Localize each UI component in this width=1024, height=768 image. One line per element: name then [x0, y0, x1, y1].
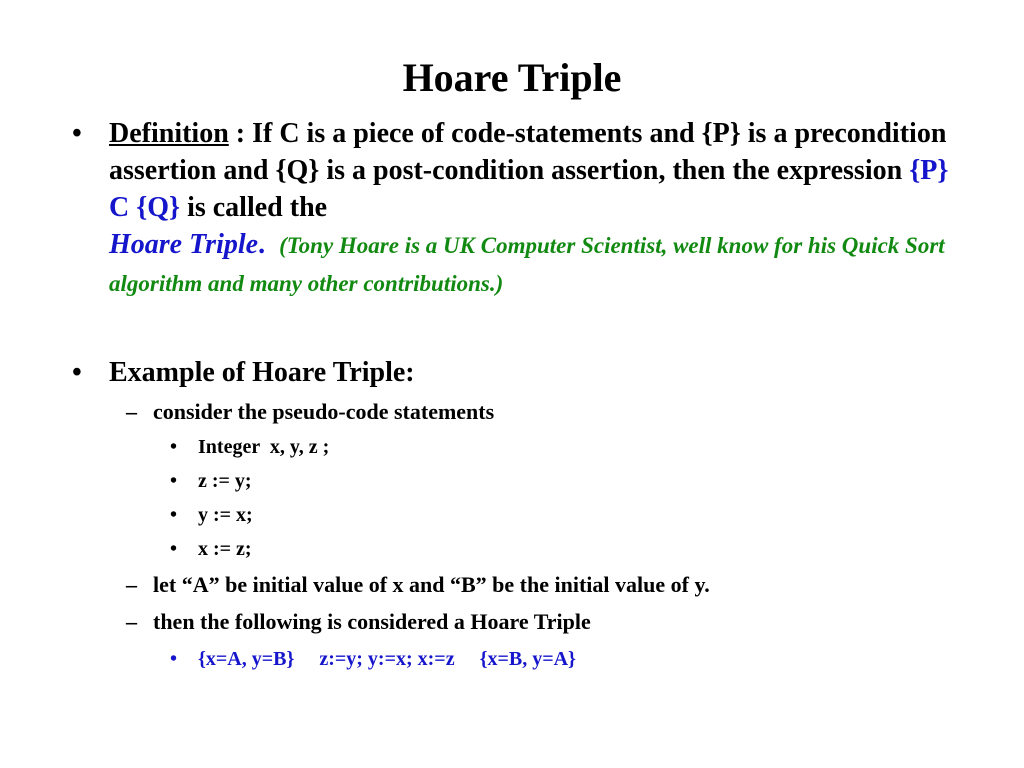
dash-marker: – — [126, 399, 137, 424]
hoare-expression: {P} C {Q} — [109, 155, 949, 223]
example-bullet — [72, 354, 972, 391]
code-line-text: z := y; — [198, 470, 252, 492]
bullet-marker: • — [72, 357, 82, 388]
definition-bullet — [72, 115, 972, 302]
small-bullet-marker: • — [170, 538, 178, 560]
then-text: then the following is considered a Hoare Triple — [153, 609, 591, 634]
dash-marker: – — [126, 609, 137, 634]
triple-example — [170, 645, 970, 673]
small-bullet-marker: • — [170, 504, 178, 526]
definition-text — [109, 115, 972, 302]
consider-item — [126, 397, 986, 427]
code-line — [170, 433, 970, 461]
example-heading: Example of Hoare Triple: — [109, 357, 415, 388]
code-line — [170, 535, 970, 563]
dash-marker: – — [126, 572, 137, 597]
then-item — [126, 607, 986, 637]
hoare-triple-name: Hoare Triple — [109, 229, 259, 260]
small-bullet-marker: • — [170, 648, 178, 670]
small-bullet-marker: • — [170, 470, 178, 492]
code-line-text: x := z; — [198, 538, 252, 560]
definition-text-2: is called the — [180, 192, 328, 223]
code-line-text: y := x; — [198, 504, 253, 526]
definition-period: . — [258, 229, 266, 260]
code-line — [170, 467, 970, 495]
code-line — [170, 501, 970, 529]
tony-hoare-note: (Tony Hoare is a UK Computer Scientist, well know for his Quick Sort algorithm and many other contributions.) — [109, 233, 945, 296]
slide-title: Hoare Triple — [402, 55, 622, 100]
definition-text-1: : If C is a piece of code-statements and {P} is a precondition assertion and {Q} is a post-condition assertion, then the expression — [109, 118, 947, 186]
small-bullet-marker: • — [170, 436, 178, 458]
bullet-marker: • — [72, 118, 82, 149]
let-item — [126, 570, 986, 600]
definition-term: Definition — [109, 118, 229, 149]
code-line-text: Integer x, y, z ; — [198, 436, 330, 458]
let-text: let “A” be initial value of x and “B” be the initial value of y. — [153, 572, 710, 597]
consider-text: consider the pseudo-code statements — [153, 399, 495, 424]
triple-example-text: {x=A, y=B} z:=y; y:=x; x:=z {x=B, y=A} — [198, 648, 576, 670]
